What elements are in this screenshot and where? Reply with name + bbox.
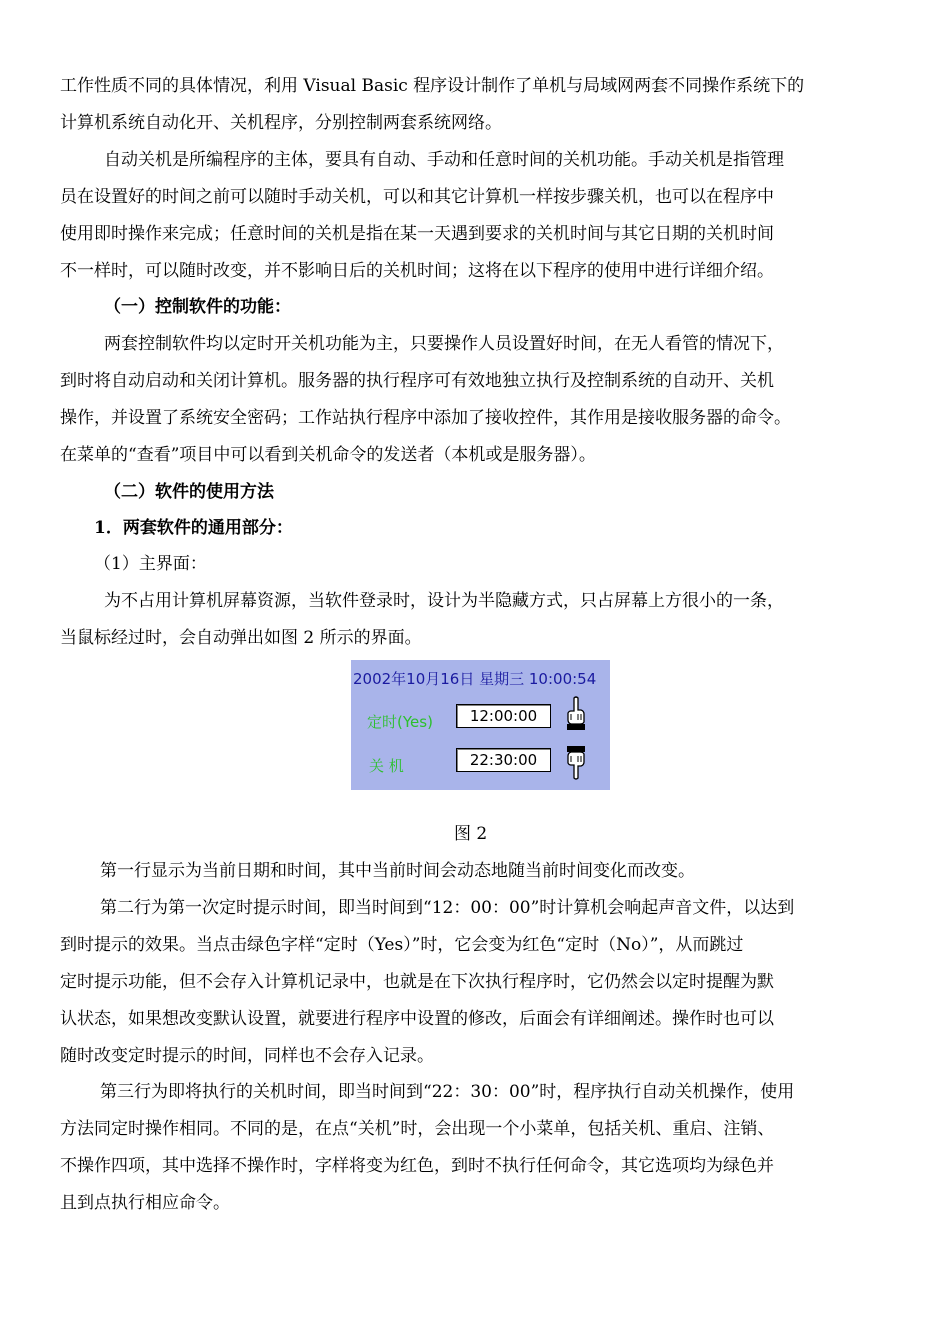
line-24: 方法同定时操作相同。不同的是，在点“关机”时，会出现一个小菜单，包括关机、重启、注销、 bbox=[60, 1119, 775, 1139]
line-1: 工作性质不同的具体情况，利用 Visual Basic 程序设计制作了单机与局域网两套不同操作系统下的 bbox=[60, 76, 805, 96]
line-6: 不一样时，可以随时改变，并不影响日后的关机时间；这将在以下程序的使用中进行详细介绍。 bbox=[60, 261, 774, 281]
line-9: 到时将自动启动和关闭计算机。服务器的执行程序可有效地独立执行及控制系统的自动开、关机 bbox=[60, 371, 774, 391]
line-11: 在菜单的“查看”项目中可以看到关机命令的发送者（本机或是服务器）。 bbox=[60, 445, 596, 465]
pointing-down-hand-icon[interactable] bbox=[564, 744, 588, 780]
figure-caption: 图 2 bbox=[454, 824, 488, 844]
line-5: 使用即时操作来完成；任意时间的关机是指在某一天遇到要求的关机时间与其它日期的关机时间 bbox=[60, 224, 774, 244]
line-22: 随时改变定时提示的时间，同样也不会存入记录。 bbox=[60, 1046, 434, 1066]
timer-label[interactable]: 定时(Yes) bbox=[367, 713, 433, 731]
heading-main-interface: （1）主界面： bbox=[94, 554, 207, 574]
line-3: 自动关机是所编程序的主体，要具有自动、手动和任意时间的关机功能。手动关机是指管理 bbox=[104, 150, 784, 170]
shutdown-label[interactable]: 关 机 bbox=[369, 757, 404, 775]
shutdown-time-field[interactable]: 22:30:00 bbox=[456, 748, 551, 772]
line-2: 计算机系统自动化开、关机程序，分别控制两套系统网络。 bbox=[60, 113, 502, 133]
heading-functions: （一）控制软件的功能： bbox=[104, 297, 291, 317]
heading-usage: （二）软件的使用方法 bbox=[104, 482, 274, 502]
figure-2-panel bbox=[351, 660, 610, 790]
line-21: 认状态，如果想改变默认设置，就要进行程序中设置的修改，后面会有详细阐述。操作时也可以 bbox=[60, 1009, 774, 1029]
line-4: 员在设置好的时间之前可以随时手动关机，可以和其它计算机一样按步骤关机，也可以在程序中 bbox=[60, 187, 774, 207]
line-20: 定时提示功能，但不会存入计算机记录中，也就是在下次执行程序时，它仍然会以定时提醒为默 bbox=[60, 972, 774, 992]
datetime-display: 2002年10月16日 星期三 10:00:54 bbox=[353, 670, 597, 688]
line-17: 第一行显示为当前日期和时间，其中当前时间会动态地随当前时间变化而改变。 bbox=[100, 861, 695, 881]
line-23: 第三行为即将执行的关机时间，即当时间到“22：30：00”时，程序执行自动关机操作，使用 bbox=[100, 1082, 795, 1102]
line-19: 到时提示的效果。当点击绿色字样“定时（Yes）”时，它会变为红色“定时（No）”，从而跳过 bbox=[60, 935, 744, 955]
timer-time-field[interactable]: 12:00:00 bbox=[456, 704, 551, 728]
pointing-up-hand-icon[interactable] bbox=[564, 696, 588, 732]
line-18: 第二行为第一次定时提示时间，即当时间到“12：00：00”时计算机会响起声音文件，以达到 bbox=[100, 898, 795, 918]
line-16: 当鼠标经过时，会自动弹出如图 2 所示的界面。 bbox=[60, 628, 422, 648]
line-26: 且到点执行相应命令。 bbox=[60, 1193, 230, 1213]
line-15: 为不占用计算机屏幕资源，当软件登录时，设计为半隐藏方式，只占屏幕上方很小的一条， bbox=[104, 591, 784, 611]
line-8: 两套控制软件均以定时开关机功能为主，只要操作人员设置好时间，在无人看管的情况下， bbox=[104, 334, 784, 354]
line-10: 操作，并设置了系统安全密码；工作站执行程序中添加了接收控件，其作用是接收服务器的命令。 bbox=[60, 408, 791, 428]
heading-common-parts: 1．两套软件的通用部分： bbox=[94, 518, 293, 538]
line-25: 不操作四项，其中选择不操作时，字样将变为红色，到时不执行任何命令，其它选项均为绿色并 bbox=[60, 1156, 774, 1176]
